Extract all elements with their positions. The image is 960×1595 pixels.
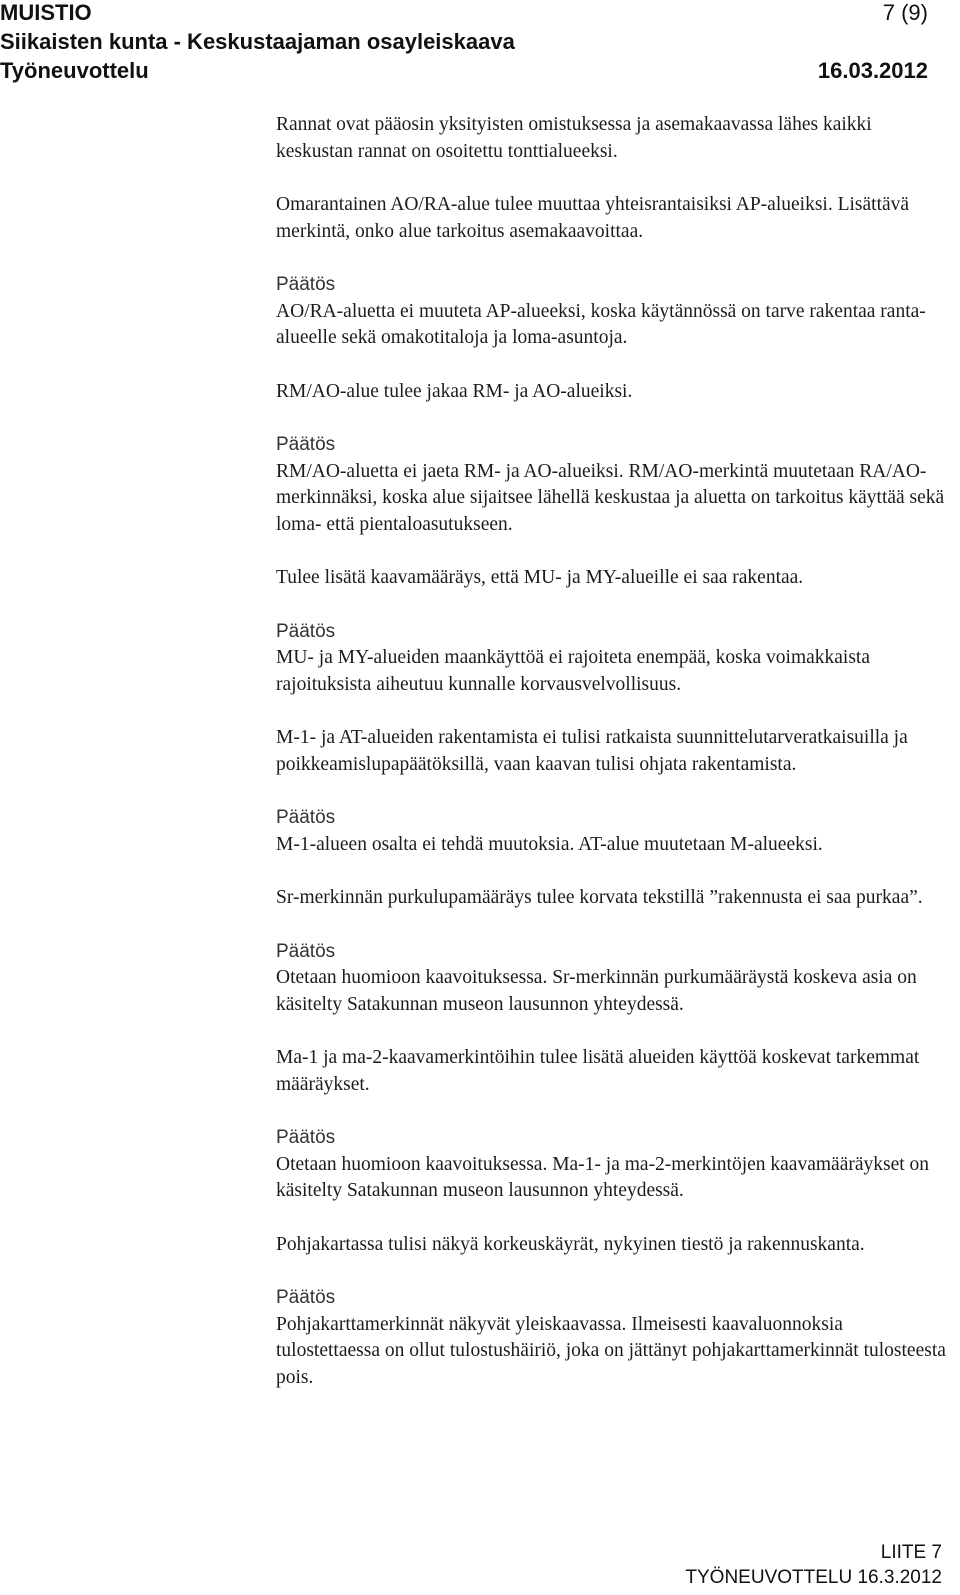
decision-label: Päätös — [276, 274, 336, 295]
note-text: Tulee lisätä kaavamääräys, että MU- ja MY-alueille ei saa rakentaa. — [276, 567, 804, 588]
note-text: RM/AO-alue tulee jakaa RM- ja AO-alueiksi. — [276, 380, 633, 402]
note-block — [276, 725, 946, 778]
meeting-title: Työneuvottelu — [0, 58, 149, 83]
note-text: Ma-1 ja ma-2-kaavamerkintöihin tulee lisätä alueiden käyttöä koskevat tarkemmat määräykset. — [276, 1047, 920, 1095]
footer-attachment: LIITE 7 — [880, 1542, 942, 1563]
decision-block — [276, 1125, 946, 1205]
document-date: 16.03.2012 — [817, 58, 928, 83]
decision-text: MU- ja MY-alueiden maankäyttöä ei rajoiteta enempää, koska voimakkaista rajoituksista aiheutuu kunnalle korvausvelvollisuus. — [276, 647, 870, 695]
decision-text: Otetaan huomioon kaavoituksessa. Ma-1- ja ma-2-merkintöjen kaavamääräykset on käsitelty Satakunnan museon lausunnon yhteydessä. — [276, 1153, 930, 1201]
decision-block — [276, 805, 946, 858]
note-block — [276, 1045, 946, 1098]
note-block — [276, 565, 946, 592]
decision-block — [276, 939, 946, 1019]
decision-label: Päätös — [276, 940, 336, 962]
decision-label: Päätös — [276, 1287, 336, 1308]
note-block — [276, 379, 946, 406]
decision-text: RM/AO-aluetta ei jaeta RM- ja AO-alueiksi. RM/AO-merkintä muutetaan RA/AO-merkinnäksi, koska alue sijaitsee lähellä keskustaa ja aluetta on tarkoitus käyttää sekä loma- että pientaloasutukseen. — [276, 460, 945, 535]
decision-block — [276, 272, 946, 352]
decision-block — [276, 1285, 946, 1391]
decision-label: Päätös — [276, 434, 336, 455]
project-title: Siikaisten kunta - Keskustaajaman osayleiskaava — [0, 29, 515, 54]
decision-label: Päätös — [276, 1127, 336, 1148]
note-block — [276, 192, 946, 245]
note-text: Omarantainen AO/RA-alue tulee muuttaa yhteisrantaisiksi AP-alueiksi. Lisättävä merkintä, onko alue tarkoitus asemakaavoittaa. — [276, 194, 910, 242]
note-block — [276, 1232, 946, 1259]
decision-label: Päätös — [276, 807, 336, 828]
note-text: Sr-merkinnän purkulupamääräys tulee korvata tekstillä ”rakennusta ei saa purkaa”. — [276, 887, 923, 908]
decision-block — [276, 619, 946, 699]
document-body — [276, 112, 946, 1418]
note-text: Rannat ovat pääosin yksityisten omistuksessa ja asemakaavassa lähes kaikki keskustan rannat on osoitettu tonttialueeksi. — [276, 114, 872, 162]
note-block — [276, 885, 946, 912]
footer-meeting-date: TYÖNEUVOTTELU 16.3.2012 — [685, 1567, 942, 1588]
decision-text: M-1-alueen osalta ei tehdä muutoksia. AT-alue muutetaan M-alueeksi. — [276, 833, 823, 855]
note-text: Pohjakartassa tulisi näkyä korkeuskäyrät, nykyinen tiestö ja rakennuskanta. — [276, 1233, 865, 1255]
decision-text: Pohjakarttamerkinnät näkyvät yleiskaavassa. Ilmeisesti kaavaluonnoksia tulostettaessa on ollut tulostushäiriö, joka on jättänyt pohjakarttamerkinnät tulosteesta pois. — [276, 1313, 946, 1388]
decision-text: Otetaan huomioon kaavoituksessa. Sr-merkinnän purkumääräystä koskeva asia on käsitelty Satakunnan museon lausunnon yhteydessä. — [276, 967, 917, 1015]
page-number: 7 (9) — [882, 0, 928, 25]
decision-label: Päätös — [276, 620, 336, 642]
document-type: MUISTIO — [0, 0, 92, 25]
decision-text: AO/RA-aluetta ei muuteta AP-alueeksi, koska käytännössä on tarve rakentaa ranta-alueelle sekä omakotitaloja ja loma-asuntoja. — [276, 300, 926, 348]
note-block — [276, 112, 946, 165]
decision-block — [276, 432, 946, 538]
note-text: M-1- ja AT-alueiden rakentamista ei tulisi ratkaista suunnittelutarveratkaisuilla ja poikkeamislupapäätöksillä, vaan kaavan tulisi ohjata rakentamista. — [276, 727, 908, 775]
